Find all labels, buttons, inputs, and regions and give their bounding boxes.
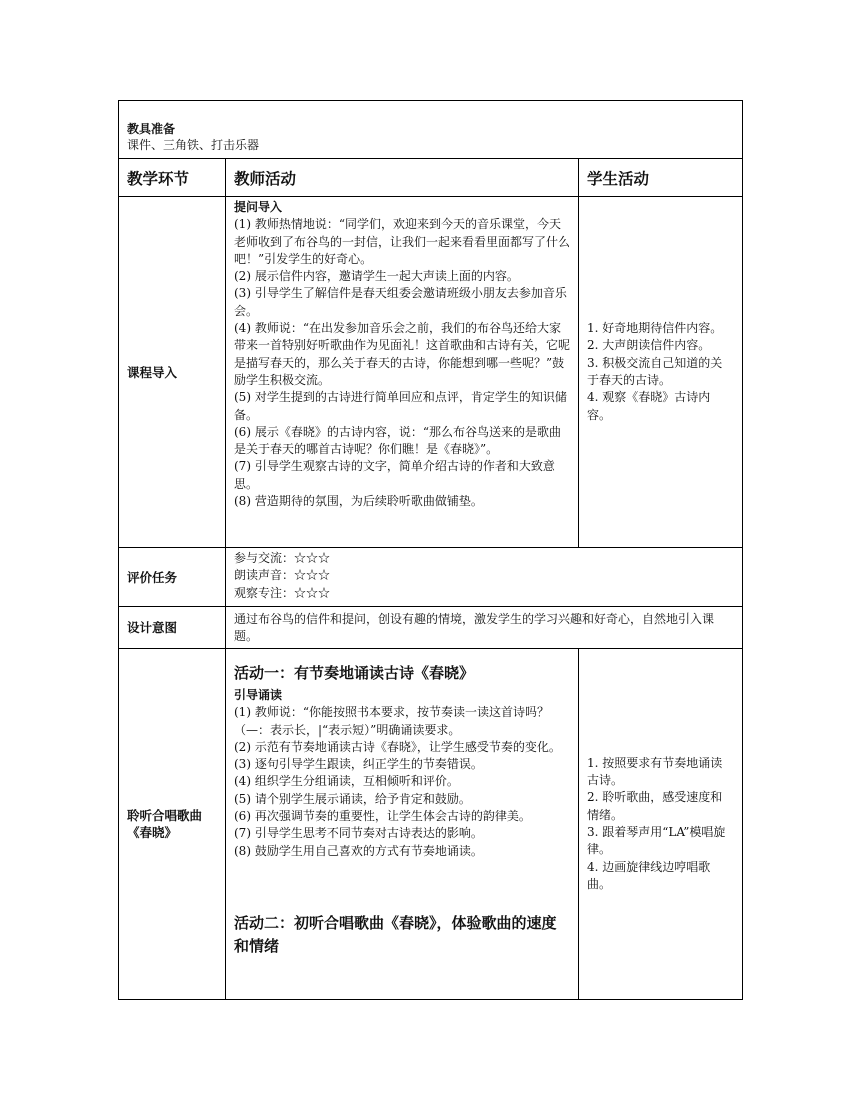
listen-label-line2: 《春晓》 xyxy=(127,825,178,840)
intro-student-cell xyxy=(579,197,743,548)
listen-item: (1) 教师说：“你能按照书本要求，按节奏读一读这首诗吗？（—：表示长，|“表示短）”明确诵读要求。 xyxy=(234,705,549,737)
listen-row xyxy=(119,649,743,1000)
eval-row xyxy=(119,548,743,607)
activity2-title: 活动二：初听合唱歌曲《春晓》，体验歌曲的速度和情绪 xyxy=(234,913,557,955)
eval-label: 评价任务 xyxy=(119,548,226,607)
header-stage: 教学环节 xyxy=(119,159,226,197)
listen-item: (7) 引导学生思考不同节奏对古诗表达的影响。 xyxy=(234,826,483,841)
header-row xyxy=(119,159,743,197)
header-teacher: 教师活动 xyxy=(226,159,579,197)
listen-student-item: 2. 聆听歌曲，感受速度和情绪。 xyxy=(587,790,723,822)
prep-row xyxy=(119,101,743,159)
listen-student-item: 1. 按照要求有节奏地诵读古诗。 xyxy=(587,755,723,788)
lesson-plan-table xyxy=(118,100,742,1000)
prep-content: 课件、三角铁、打击乐器 xyxy=(127,138,260,152)
listen-item: (4) 组织学生分组诵读，互相倾听和评价。 xyxy=(234,774,459,789)
header-student: 学生活动 xyxy=(579,159,743,197)
listen-label-line1: 聆听合唱歌曲 xyxy=(127,808,203,823)
intro-subtitle: 提问导入 xyxy=(234,200,283,214)
intro-item: (2) 展示信件内容，邀请学生一起大声读上面的内容。 xyxy=(234,269,519,284)
intro-item: (5) 对学生提到的古诗进行简单回应和点评，肯定学生的知识储备。 xyxy=(234,390,567,422)
intro-student-item: 4. 观察《春晓》古诗内容。 xyxy=(587,390,711,422)
intro-item: (8) 营造期待的氛围，为后续聆听歌曲做铺垫。 xyxy=(234,494,483,509)
listen-student-cell xyxy=(579,649,743,1000)
activity1-title: 活动一：有节奏地诵读古诗《春晓》 xyxy=(234,664,475,682)
design-cell xyxy=(226,607,743,649)
eval-item: 朗读声音：☆☆☆ xyxy=(234,568,331,583)
listen-item: (6) 再次强调节奏的重要性，让学生体会古诗的韵律美。 xyxy=(234,809,531,824)
intro-row xyxy=(119,197,743,548)
intro-student-item: 1. 好奇地期待信件内容。 xyxy=(587,321,723,336)
intro-item: (3) 引导学生了解信件是春天组委会邀请班级小朋友去参加音乐会。 xyxy=(234,286,567,318)
intro-item: (4) 教师说：“在出发参加音乐会之前，我们的布谷鸟还给大家带来一首特别好听歌曲作为见面礼！这首歌曲和古诗有关，它呢是描写春天的，那么关于春天的古诗，你能想到哪一些呢？”鼓励学生积极交流。 xyxy=(234,321,571,387)
intro-item: (1) 教师热情地说：“同学们，欢迎来到今天的音乐课堂，今天老师收到了布谷鸟的一封信，让我们一起来看看里面都写了什么吧！”引发学生的好奇心。 xyxy=(234,217,571,266)
listen-item: (5) 请个别学生展示诵读，给予肯定和鼓励。 xyxy=(234,791,471,806)
listen-student-item: 3. 跟着琴声用“LA”模唱旋律。 xyxy=(587,825,726,857)
intro-student-item: 3. 积极交流自己知道的关于春天的古诗。 xyxy=(587,355,723,387)
design-label: 设计意图 xyxy=(119,607,226,649)
prep-cell xyxy=(119,101,743,159)
intro-label: 课程导入 xyxy=(119,197,226,548)
intro-item: (6) 展示《春晓》的古诗内容，说：“那么布谷鸟送来的是歌曲是关于春天的哪首古诗呢？你们瞧！是《春晓》”。 xyxy=(234,424,561,457)
design-content: 通过布谷鸟的信件和提问，创设有趣的情境，激发学生的学习兴趣和好奇心，自然地引入课题。 xyxy=(234,612,715,644)
listen-item: (2) 示范有节奏地诵读古诗《春晓》，让学生感受节奏的变化。 xyxy=(234,739,561,754)
intro-student-item: 2. 大声朗读信件内容。 xyxy=(587,338,711,353)
listen-student-item: 4. 边画旋律线边哼唱歌曲。 xyxy=(587,859,711,891)
eval-item: 参与交流：☆☆☆ xyxy=(234,551,331,565)
intro-teacher-cell xyxy=(226,197,579,548)
intro-item: (7) 引导学生观察古诗的文字，简单介绍古诗的作者和大致意思。 xyxy=(234,459,555,491)
listen-teacher-cell xyxy=(226,649,579,1000)
listen-label xyxy=(119,649,226,1000)
design-row xyxy=(119,607,743,649)
eval-item: 观察专注：☆☆☆ xyxy=(234,585,331,600)
listen-subtitle: 引导诵读 xyxy=(234,688,283,702)
prep-title: 教具准备 xyxy=(127,122,176,136)
listen-item: (8) 鼓励学生用自己喜欢的方式有节奏地诵读。 xyxy=(234,843,483,858)
eval-cell xyxy=(226,548,743,607)
listen-item: (3) 逐句引导学生跟读，纠正学生的节奏错误。 xyxy=(234,757,483,772)
